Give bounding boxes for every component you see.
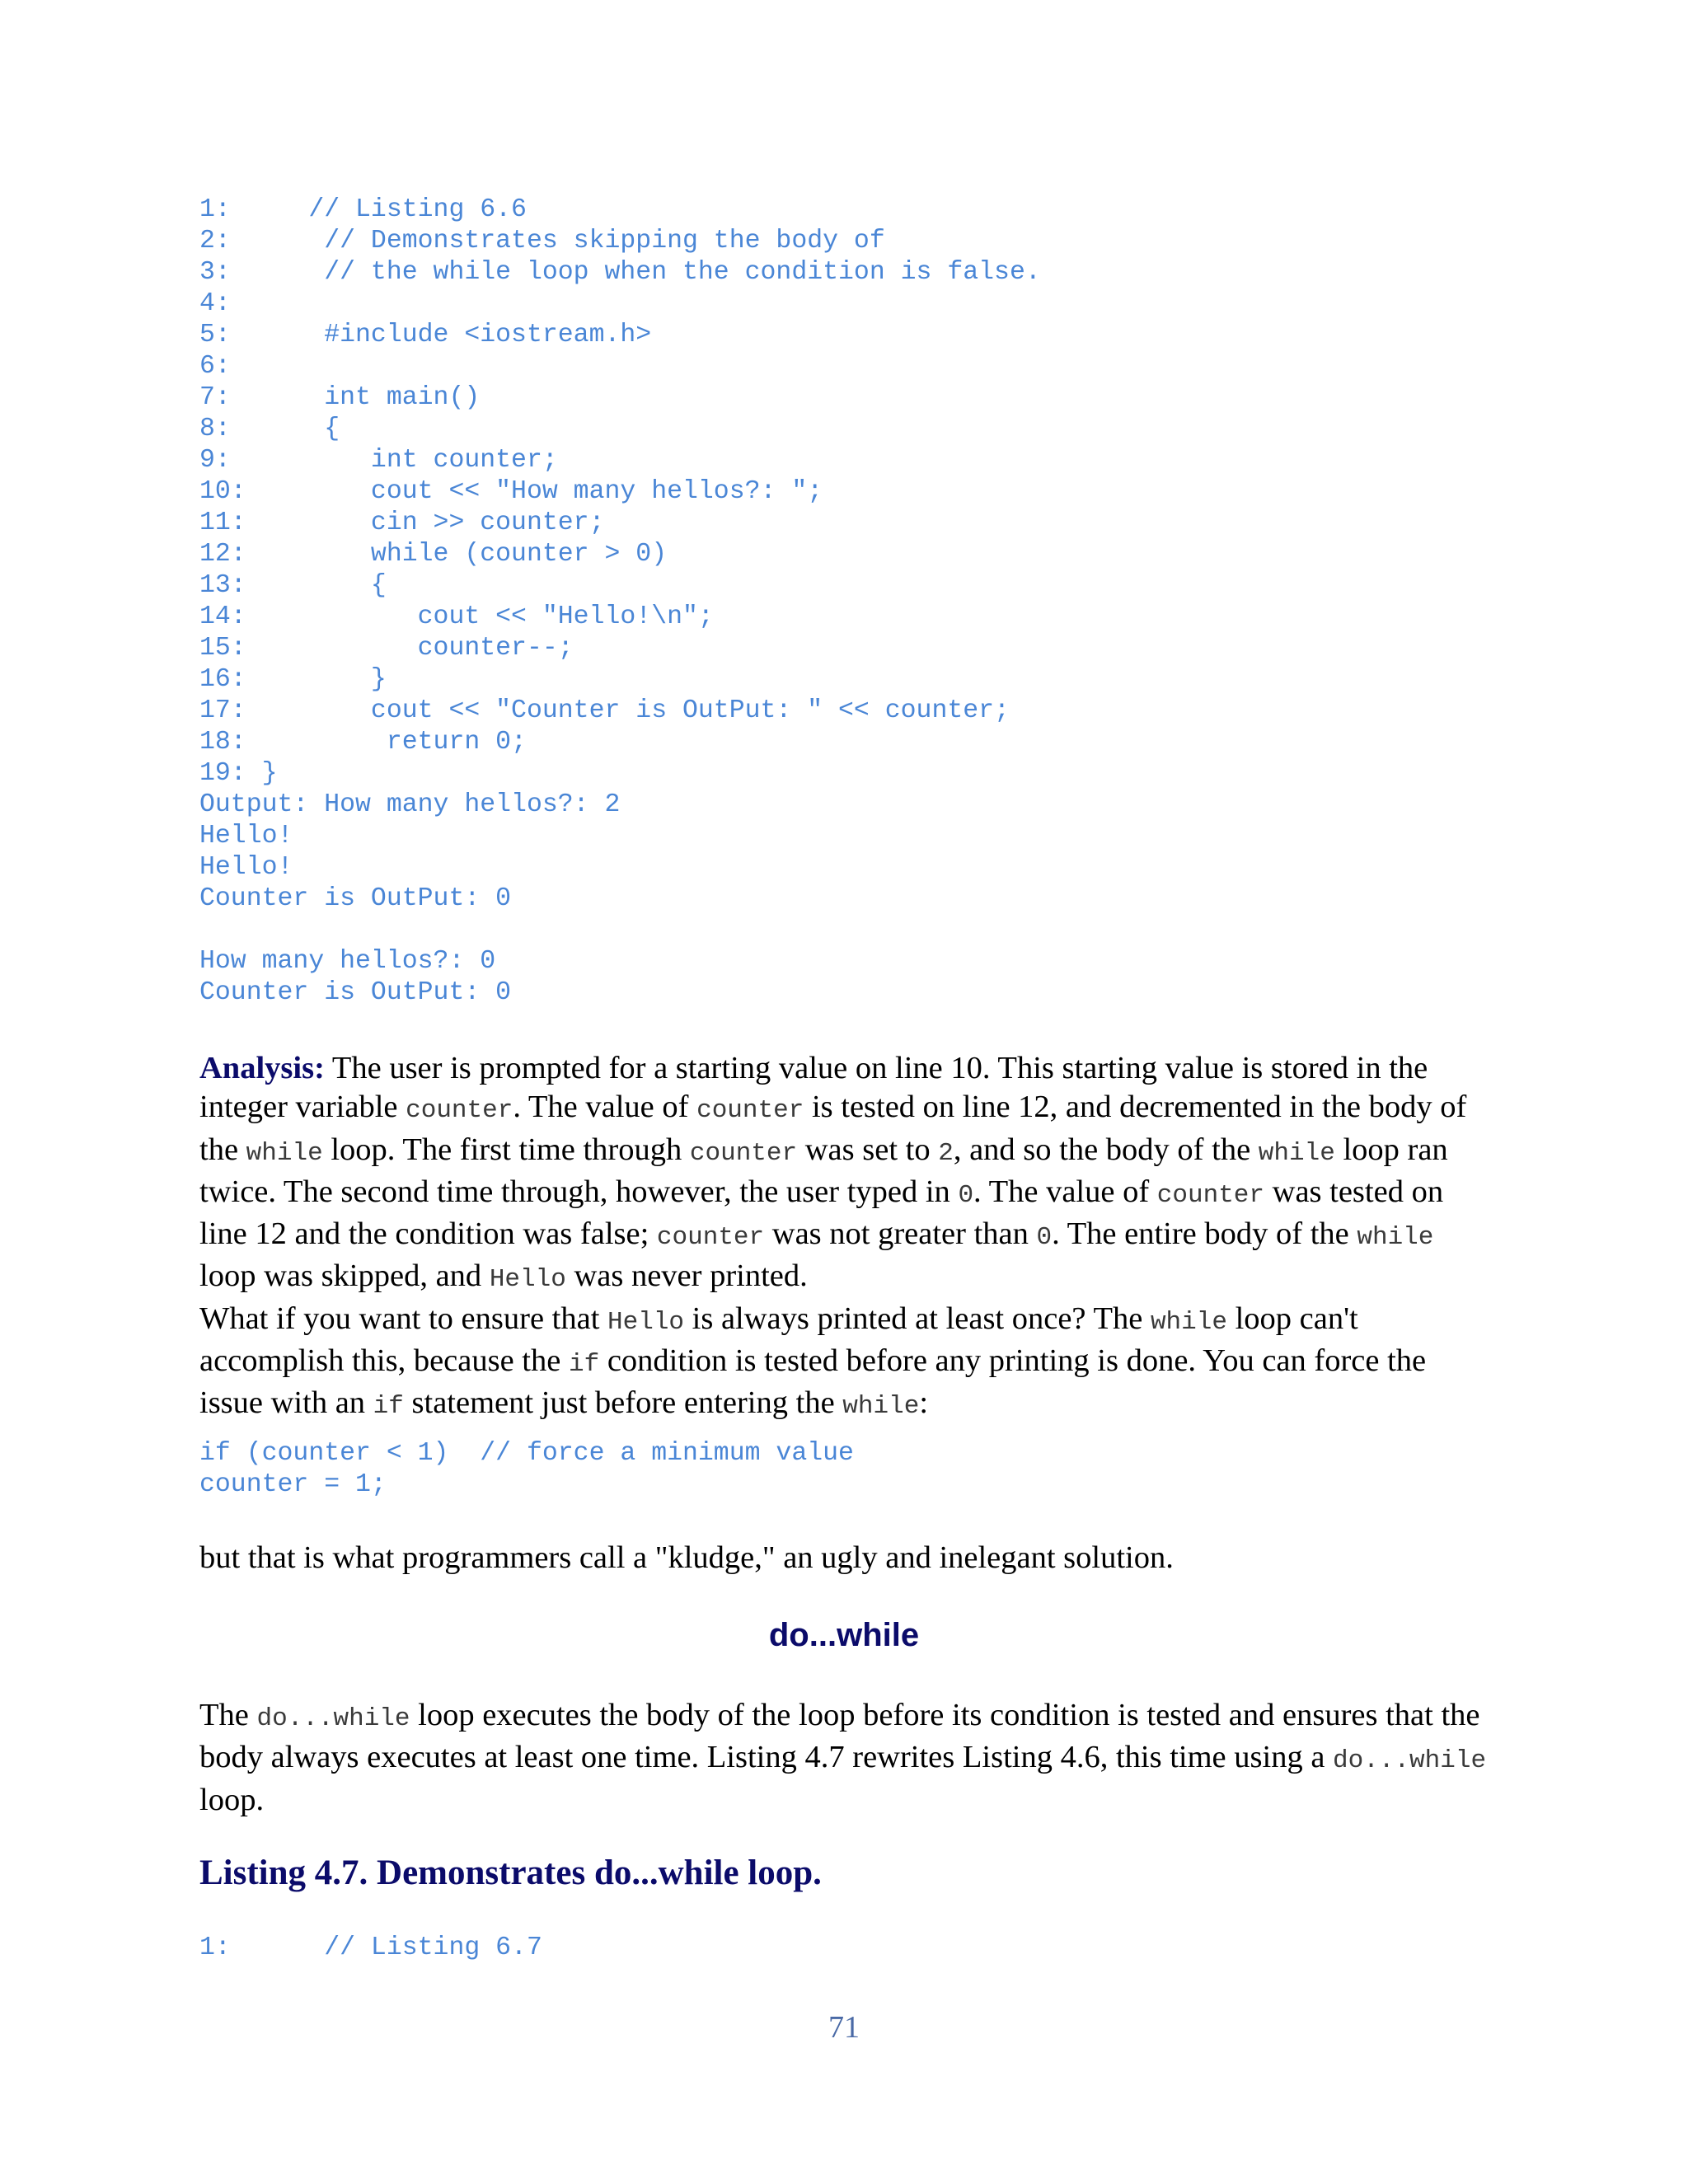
- inline-code: while: [1258, 1138, 1335, 1168]
- inline-code: while: [842, 1392, 920, 1422]
- text-run: The: [199, 1698, 257, 1732]
- text-run: What if you want to ensure that: [199, 1301, 608, 1336]
- code-line: 14: cout << "Hello!\n";: [199, 602, 714, 631]
- code-line: 17: cout << "Counter is OutPut: " << counter;: [199, 696, 1010, 725]
- text-run: was not greater than: [764, 1216, 1037, 1252]
- code-line: 15: counter--;: [199, 634, 574, 663]
- code-line: 10: cout << "How many hellos?: ";: [199, 477, 823, 506]
- inline-code: while: [1150, 1307, 1227, 1337]
- text-run: . The value of: [513, 1090, 697, 1125]
- text-run: , and so the body of the: [953, 1132, 1259, 1167]
- kludge-paragraph: [199, 1539, 1493, 1577]
- output-line: Counter is OutPut: 0: [199, 884, 512, 913]
- code-line: 19: }: [199, 759, 278, 788]
- text-run: was never printed.: [565, 1258, 808, 1294]
- code-listing-6-7: [199, 1933, 542, 1964]
- text-run: loop executes the body of the loop before its condition is tested and ensures that the body always executes at least one time. Listing 4.7 rewrites Listing 4.6, this time using a: [199, 1698, 1480, 1775]
- code-line: 1: // Listing 6.6: [199, 195, 527, 224]
- text-run: loop can't accomplish this, because the: [199, 1301, 1358, 1379]
- text-run: is always printed at least once? The: [684, 1301, 1151, 1336]
- text-run: loop. The first time through: [322, 1132, 690, 1167]
- inline-code: counter: [656, 1223, 765, 1253]
- do-while-paragraph: [199, 1696, 1493, 1820]
- code-line: 2: // Demonstrates skipping the body of: [199, 227, 885, 255]
- output-line: How many hellos?: 0: [199, 947, 496, 976]
- inline-code: 2: [938, 1138, 954, 1168]
- code-line: 11: cin >> counter;: [199, 509, 605, 537]
- code-line: 1: // Listing 6.7: [199, 1933, 542, 1962]
- code-line: if (counter < 1) // force a minimum value: [199, 1439, 854, 1468]
- inline-code: do...while: [256, 1704, 410, 1733]
- output-line: Hello!: [199, 853, 293, 882]
- text-run: loop was skipped, and: [199, 1258, 490, 1294]
- listing-4-7-heading: Listing 4.7. Demonstrates do...while loop.: [199, 1854, 822, 1892]
- text-run: was set to: [797, 1132, 939, 1167]
- text-run: statement just before entering the: [403, 1385, 843, 1421]
- text-run: . The value of: [973, 1174, 1157, 1209]
- code-line: 9: int counter;: [199, 446, 558, 475]
- inline-code: do...while: [1333, 1746, 1487, 1776]
- code-listing-6-6: [199, 194, 1041, 1009]
- code-line: 13: {: [199, 571, 387, 600]
- code-line: 12: while (counter > 0): [199, 540, 668, 569]
- code-line: counter = 1;: [199, 1470, 387, 1499]
- code-line: 8: {: [199, 415, 340, 443]
- code-line: 7: int main(): [199, 383, 481, 412]
- code-line: 3: // the while loop when the condition is false.: [199, 258, 1041, 287]
- text-run: loop.: [199, 1782, 265, 1817]
- inline-code: counter: [689, 1138, 798, 1168]
- text-run: :: [919, 1385, 929, 1421]
- text-run: is tested on line 12, and decremented in the body of the: [199, 1090, 1467, 1167]
- do-while-text: [199, 1696, 1493, 1820]
- inline-code: if: [568, 1350, 600, 1380]
- inline-code: counter: [696, 1096, 804, 1126]
- text-run: loop ran twice. The second time through, however, the user typed in: [199, 1132, 1448, 1209]
- code-line: 6:: [199, 352, 231, 381]
- analysis-section: [199, 1049, 1493, 1427]
- inline-code: counter: [406, 1096, 513, 1126]
- text-run: condition is tested before any printing is done. You can force the issue with an: [199, 1343, 1427, 1421]
- inline-code: counter: [1156, 1180, 1265, 1210]
- inline-code: if: [373, 1392, 404, 1422]
- inline-code: while: [246, 1138, 323, 1168]
- ensure-hello-paragraph: [199, 1300, 1493, 1427]
- code-line: 5: #include <iostream.h>: [199, 321, 652, 349]
- inline-code: while: [1357, 1223, 1434, 1253]
- text-run: . The entire body of the: [1052, 1216, 1357, 1252]
- page-number: 71: [828, 2010, 860, 2045]
- analysis-label: Analysis:: [199, 1051, 325, 1085]
- code-kludge: [199, 1438, 854, 1501]
- inline-code: 0: [958, 1180, 974, 1210]
- do-while-heading: do...while: [768, 1617, 920, 1653]
- code-line: 18: return 0;: [199, 728, 527, 757]
- kludge-text: but that is what programmers call a "kludge," an ugly and inelegant solution.: [199, 1540, 1174, 1575]
- inline-code: Hello: [607, 1307, 685, 1337]
- text-run: The user is prompted for a starting value on line 10. This starting value is stored in the integer variable: [199, 1051, 1428, 1125]
- analysis-paragraph: [199, 1049, 1493, 1300]
- output-line: Counter is OutPut: 0: [199, 978, 512, 1007]
- output-line: Output: How many hellos?: 2: [199, 790, 621, 819]
- output-line: Hello!: [199, 822, 293, 851]
- inline-code: Hello: [489, 1265, 566, 1295]
- text-run: was tested on line 12 and the condition was false;: [199, 1174, 1444, 1252]
- code-line: 16: }: [199, 665, 387, 694]
- output-line: [199, 915, 1041, 946]
- code-line: 4:: [199, 289, 231, 318]
- inline-code: 0: [1036, 1223, 1053, 1253]
